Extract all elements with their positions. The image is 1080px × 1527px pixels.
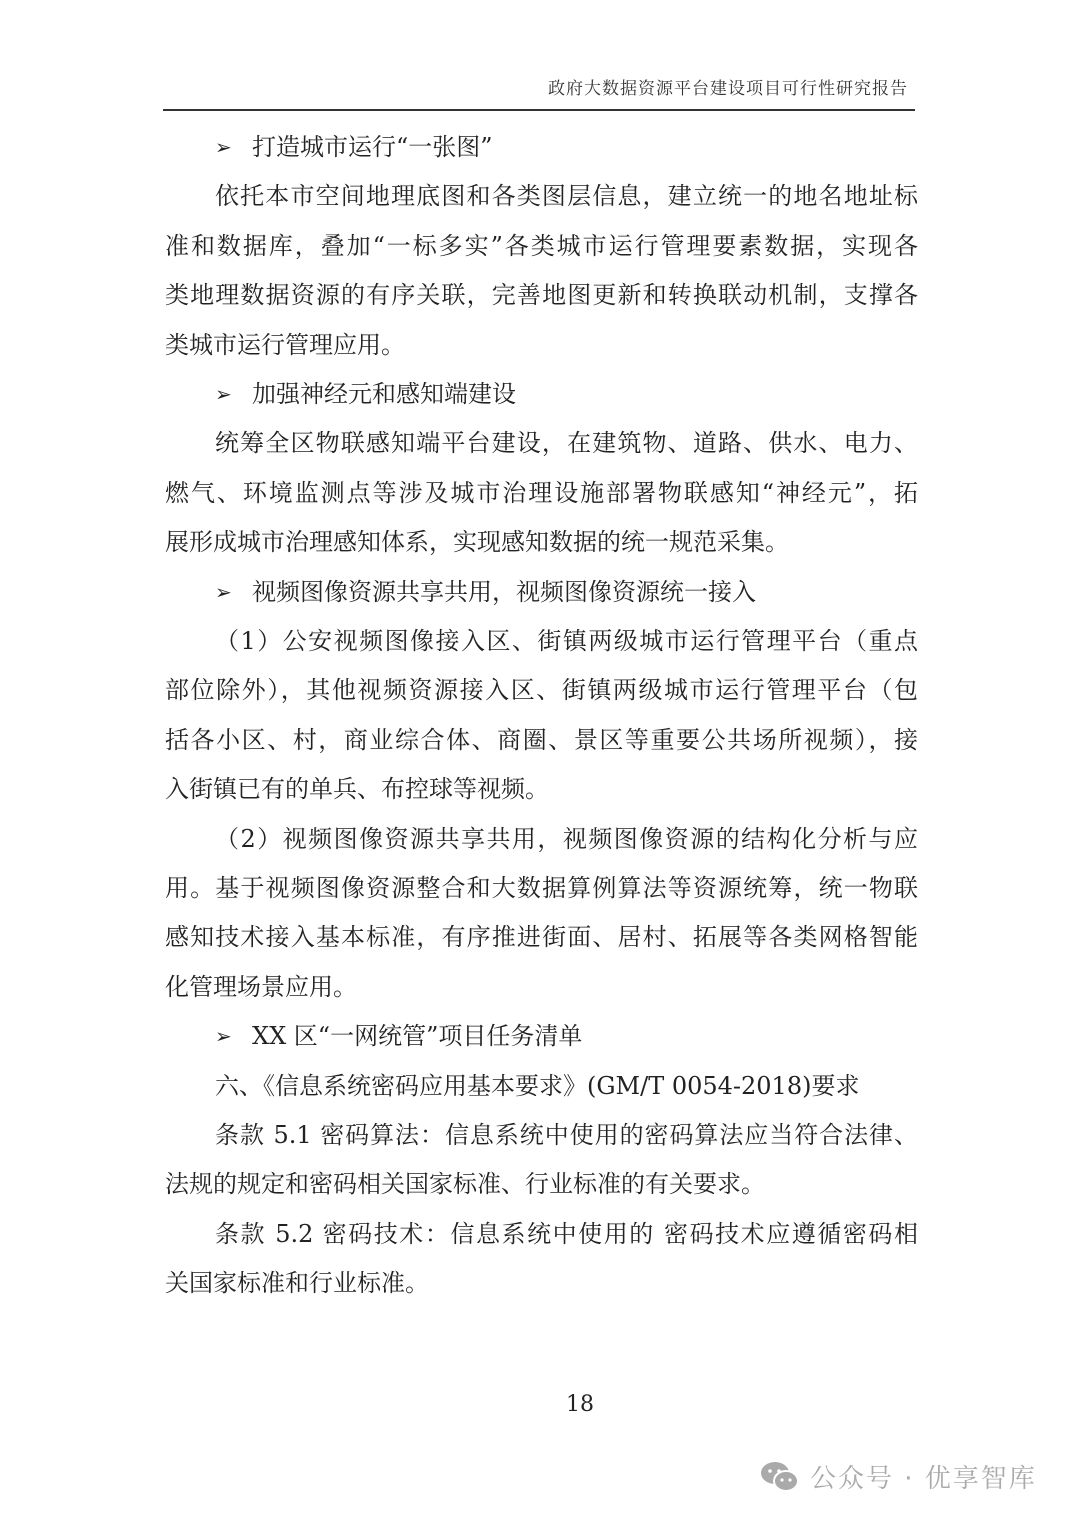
paragraph-line: 关国家标准和行业标准。 bbox=[165, 1269, 429, 1298]
bullet-arrow-icon: ➢ bbox=[215, 382, 232, 406]
section-heading: 视频图像资源共享共用，视频图像资源统一接入 bbox=[252, 577, 756, 606]
bullet-arrow-icon: ➢ bbox=[215, 1024, 232, 1049]
paragraph-line: （2）视频图像资源共享共用，视频图像资源的结构化分析与应 bbox=[215, 824, 918, 853]
paragraph-line: 感知技术接入基本标准，有序推进街面、居村、拓展等各类网格智能 bbox=[165, 923, 918, 952]
paragraph-line: 化管理场景应用。 bbox=[165, 972, 357, 1001]
paragraph-line: 括各小区、村，商业综合体、商圈、景区等重要公共场所视频），接 bbox=[165, 725, 918, 754]
running-header: 政府大数据资源平台建设项目可行性研究报告 bbox=[548, 79, 908, 99]
paragraph-line: 类城市运行管理应用。 bbox=[165, 330, 405, 359]
section-heading: XX 区“一网统管”项目任务清单 bbox=[252, 1022, 583, 1051]
header-rule bbox=[163, 109, 915, 111]
paragraph-line: 入街镇已有的单兵、布控球等视频。 bbox=[165, 775, 549, 804]
paragraph-line: 条款 5.1 密码算法：信息系统中使用的密码算法应当符合法律、 bbox=[215, 1121, 918, 1149]
paragraph-line: 统筹全区物联感知端平台建设，在建筑物、道路、供水、电力、 bbox=[215, 429, 918, 458]
paragraph-line: 展形成城市治理感知体系，实现感知数据的统一规范采集。 bbox=[165, 528, 789, 557]
paragraph-line: 燃气、环境监测点等涉及城市治理设施部署物联感知“神经元”，拓 bbox=[165, 478, 918, 507]
bullet-arrow-icon: ➢ bbox=[215, 135, 232, 159]
paragraph-line: 类地理数据资源的有序关联，完善地图更新和转换联动机制，支撑各 bbox=[165, 281, 918, 310]
watermark-text: 公众号 · 优享智库 bbox=[810, 1464, 1037, 1494]
section-heading: 打造城市运行“一张图” bbox=[252, 133, 493, 161]
paragraph-line: （1）公安视频图像接入区、街镇两级城市运行管理平台（重点 bbox=[215, 627, 918, 655]
watermark bbox=[760, 1458, 1037, 1495]
page-number: 18 bbox=[566, 1392, 594, 1417]
paragraph-line: 法规的规定和密码相关国家标准、行业标准的有关要求。 bbox=[165, 1170, 765, 1199]
paragraph-line: 依托本市空间地理底图和各类图层信息，建立统一的地名地址标 bbox=[215, 182, 918, 211]
paragraph-line: 六、《信息系统密码应用基本要求》(GM/T 0054-2018)要求 bbox=[215, 1071, 860, 1100]
paragraph-line: 条款 5.2 密码技术：信息系统中使用的 密码技术应遵循密码相 bbox=[215, 1219, 918, 1248]
wechat-icon bbox=[760, 1460, 800, 1494]
paragraph-line: 准和数据库，叠加“一标多实”各类城市运行管理要素数据，实现各 bbox=[165, 231, 918, 260]
paragraph-line: 用。基于视频图像资源整合和大数据算例算法等资源统筹，统一物联 bbox=[165, 874, 918, 902]
section-heading: 加强神经元和感知端建设 bbox=[252, 380, 516, 408]
bullet-arrow-icon: ➢ bbox=[215, 579, 232, 604]
paragraph-line: 部位除外），其他视频资源接入区、街镇两级城市运行管理平台（包 bbox=[165, 676, 918, 705]
